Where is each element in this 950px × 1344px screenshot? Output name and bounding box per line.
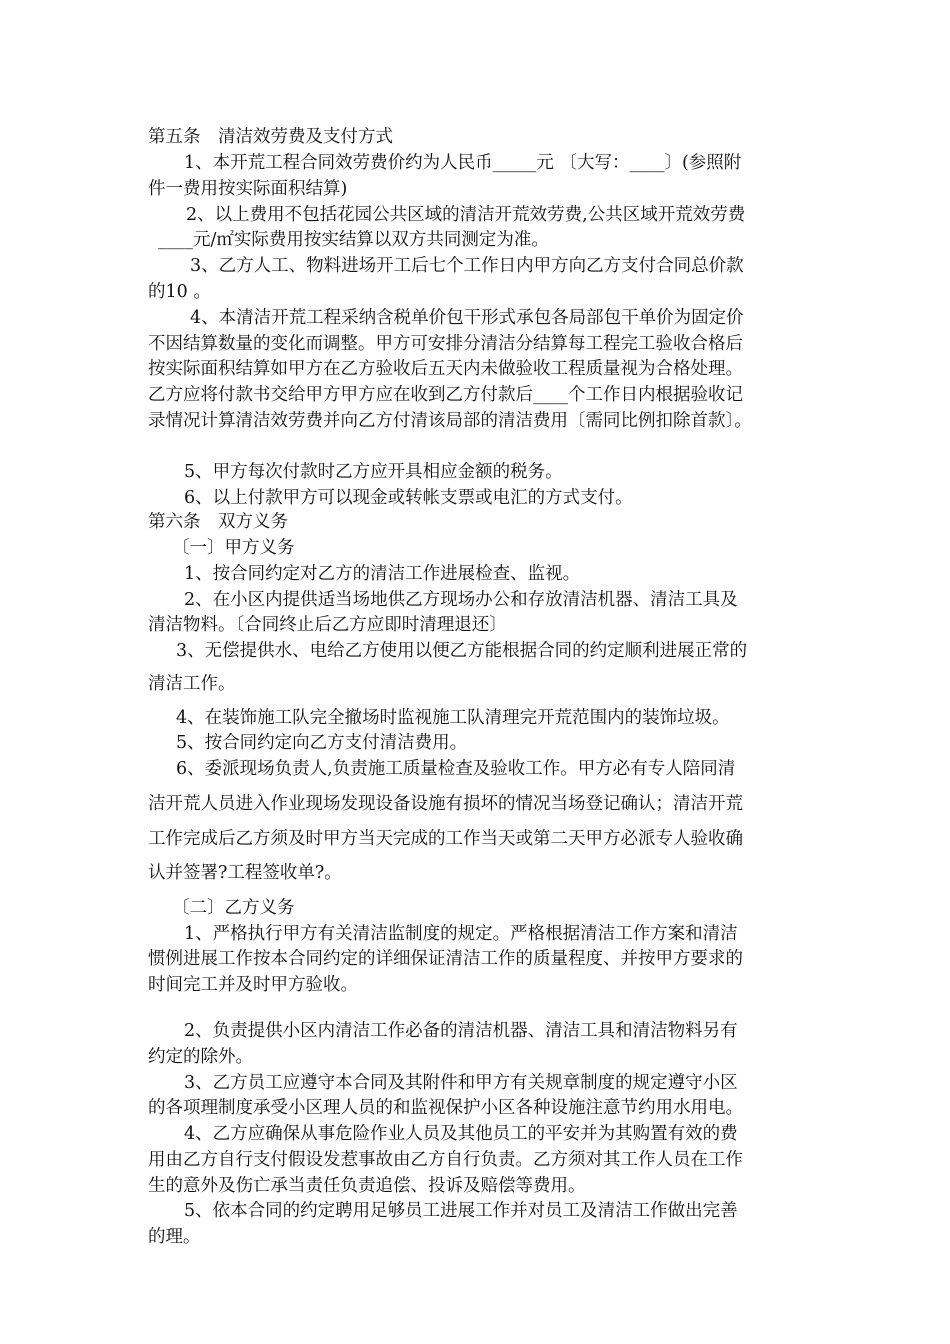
- document-line: 6、以上付款甲方可以现金或转帐支票或电汇的方式支付。: [184, 488, 633, 508]
- document-line: 工作完成后乙方须及时甲方当天完成的工作当天或第二天甲方必派专人验收确: [148, 829, 743, 849]
- document-line: 第六条 双方义务: [148, 512, 288, 532]
- document-line: 5、甲方每次付款时乙方应开具相应金额的税务。: [184, 462, 563, 482]
- document-line: 2、以上费用不包括花园公共区域的清洁开荒效劳费,公共区域开荒效劳费: [186, 205, 746, 225]
- document-line: 1、严格执行甲方有关清洁监制度的规定。严格根据清洁工作方案和清洁: [184, 924, 738, 944]
- document-line: 不因结算数量的变化而调整。甲方可安排分清洁分结算每工程完工验收合格后: [148, 334, 743, 354]
- document-line: 4、在装饰施工队完全撤场时监视施工队清理完开荒范围内的装饰垃圾。: [176, 708, 730, 728]
- document-line: 乙方应将付款书交给甲方甲方应在收到乙方付款后____个工作日内根据验收记: [148, 385, 743, 405]
- document-line: 用由乙方自行支付假设发惹事故由乙方自行负责。乙方须对其工作人员在工作: [148, 1150, 743, 1170]
- document-line: 第五条 清洁效劳费及支付方式: [148, 127, 393, 147]
- document-line: 的10 。: [148, 282, 211, 302]
- document-line: 3、无偿提供水、电给乙方使用以便乙方能根据合同的约定顺利进展正常的: [176, 641, 748, 661]
- document-line: 约定的除外。: [148, 1047, 253, 1067]
- document-line: 的理。: [148, 1227, 201, 1247]
- document-line: 洁开荒人员进入作业现场发现设备设施有损坏的情况当场登记确认；清洁开荒: [148, 794, 743, 814]
- document-line: 生的意外及伤亡承当责任负责追偿、投诉及赔偿等费用。: [148, 1176, 586, 1196]
- document-line: 录情况计算清洁效劳费并向乙方付清该局部的清洁费用〔需同比例扣除首款〕。: [148, 411, 752, 431]
- document-line: 惯例进展工作按本合同约定的详细保证清洁工作的质量程度、并按甲方要求的: [148, 949, 743, 969]
- document-line: 的各项理制度承受小区理人员的和监视保护小区各种设施注意节约用水用电。: [148, 1098, 743, 1118]
- document-line: 清洁物料。〔合同终止后乙方应即时清理退还〕: [148, 615, 507, 635]
- document-line: 〔一〕甲方义务: [172, 538, 295, 558]
- document-line: 6、委派现场负责人,负责施工质量检查及验收工作。甲方必有专人陪同清: [176, 759, 736, 779]
- document-line: 2、负责提供小区内清洁工作必备的清洁机器、清洁工具和清洁物料另有: [184, 1021, 738, 1041]
- document-line: 认并签署?工程签收单?。: [148, 863, 342, 883]
- document-line: 3、乙方员工应遵守本合同及其附件和甲方有关规章制度的规定遵守小区: [184, 1073, 738, 1093]
- document-line: 2、在小区内提供适当场地供乙方现场办公和存放清洁机器、清洁工具及: [184, 590, 738, 610]
- document-line: 4、本清洁开荒工程采纳含税单价包干形式承包各局部包干单价为固定价: [190, 308, 744, 328]
- document-line: 件一费用按实际面积结算): [148, 179, 348, 199]
- document-line: 5、依本合同的约定聘用足够员工进展工作并对员工及清洁工作做出完善: [184, 1201, 738, 1221]
- document-line: 1、本开荒工程合同效劳费价约为人民币_____元 〔大写：____〕(参照附: [184, 153, 742, 173]
- document-line: 1、按合同约定对乙方的清洁工作进展检查、监视。: [184, 564, 581, 584]
- document-line: 4、乙方应确保从事危险作业人员及其他员工的平安并为其购置有效的费: [184, 1124, 738, 1144]
- document-line: 5、按合同约定向乙方支付清洁费用。: [176, 733, 468, 753]
- document-line: 3、乙方人工、物料进场开工后七个工作日内甲方向乙方支付合同总价款: [190, 256, 744, 276]
- document-line: 按实际面积结算如甲方在乙方验收后五天内未做验收工程质量视为合格处理。: [148, 359, 743, 379]
- document-line: ____元/㎡实际费用按实结算以双方共同测定为准。: [158, 230, 549, 250]
- document-line: 清洁工作。: [148, 674, 236, 694]
- document-line: 〔二〕乙方义务: [172, 898, 295, 918]
- document-line: 时间完工并及时甲方验收。: [148, 975, 358, 995]
